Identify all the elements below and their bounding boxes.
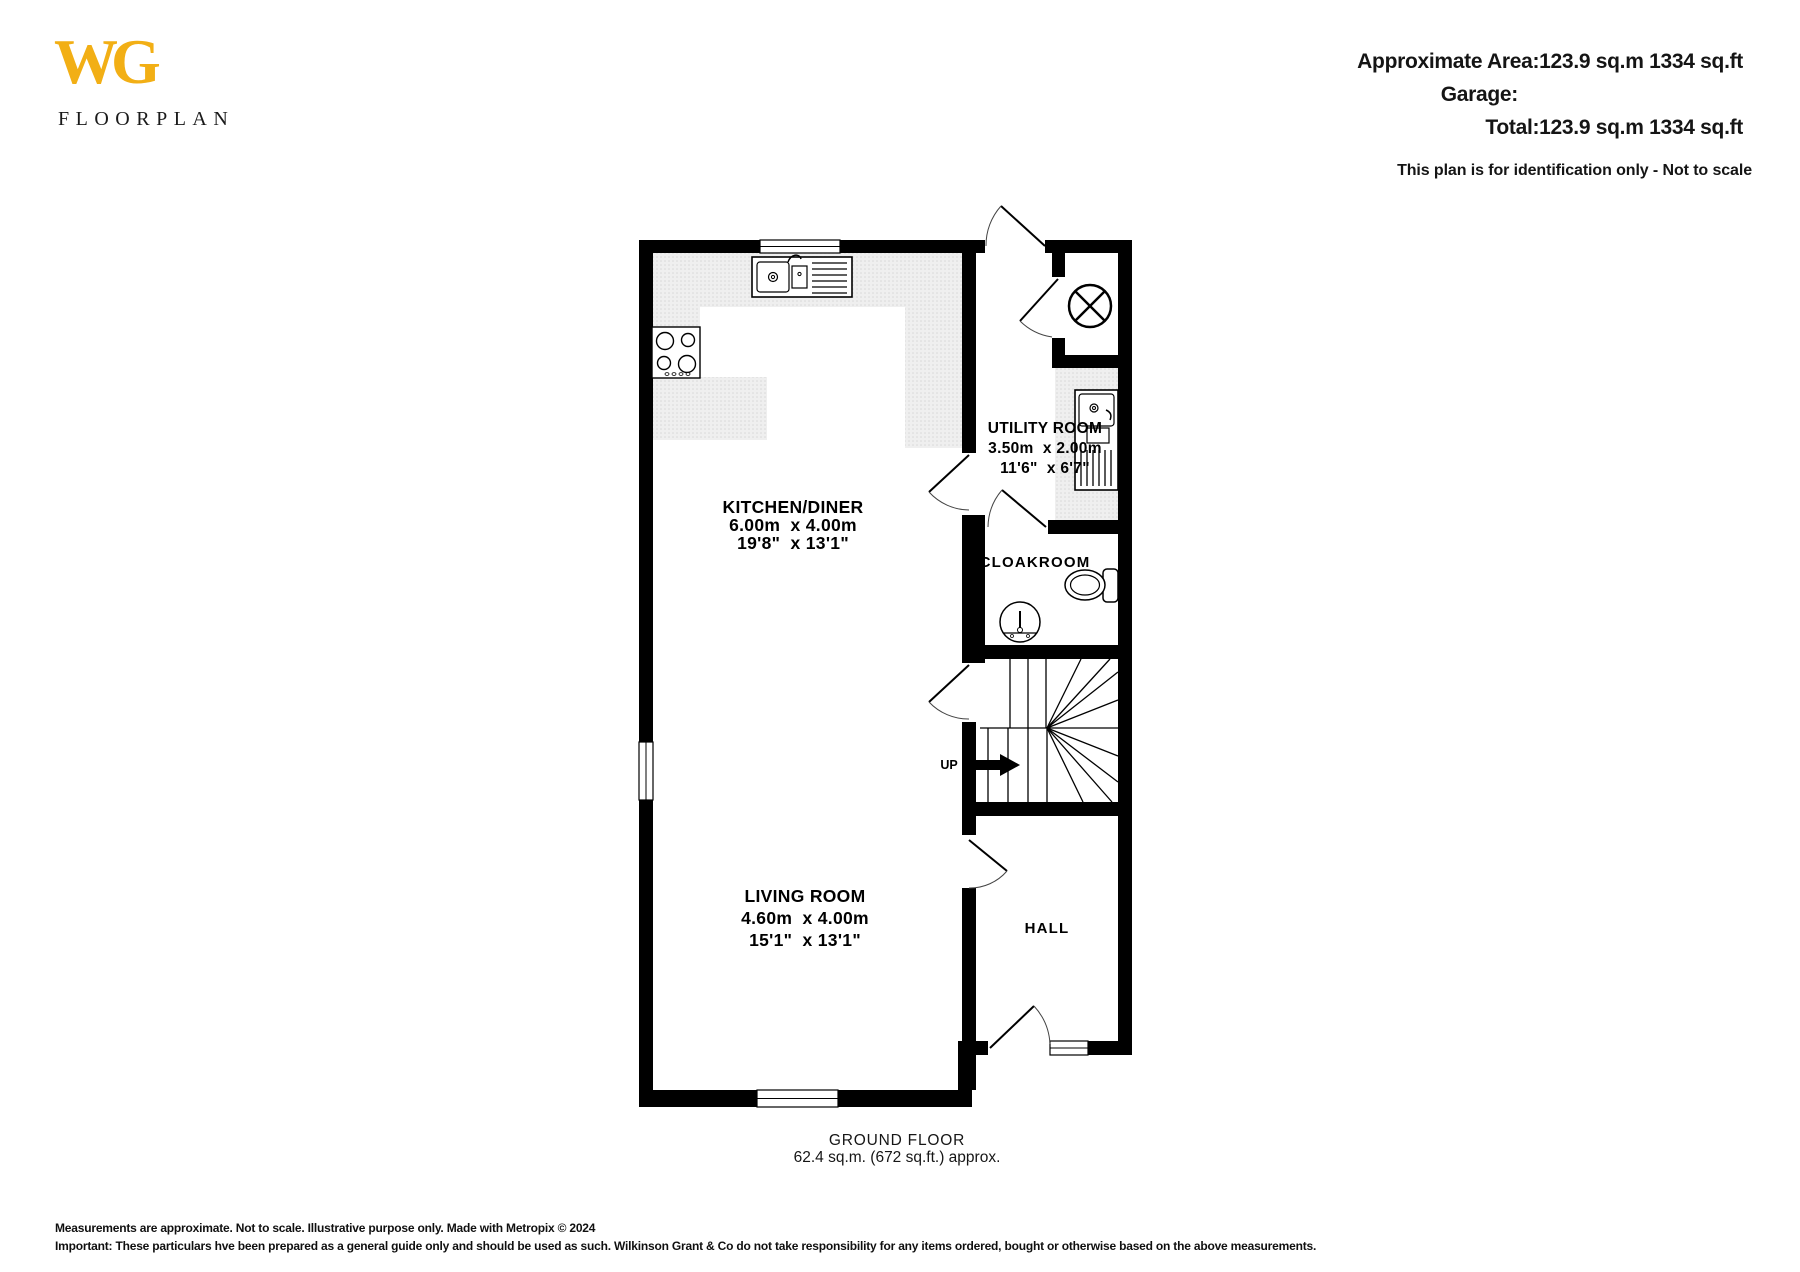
logo-floorplan-label: FLOORPLAN [58,108,235,130]
door-hall-living [969,840,1007,888]
kitchen-diner-imperial: 19'8" x 13'1" [737,533,849,553]
kitchen-diner-label: KITCHEN/DINER [722,497,864,517]
window-hall-bottom [1050,1041,1088,1055]
utility-room-metric: 3.50m x 2.00m [988,440,1102,457]
utility-room-imperial: 11'6" x 6'7" [1000,460,1090,477]
door-cloakroom [988,490,1046,527]
living-room-metric: 4.60m x 4.00m [741,908,869,928]
staircase [972,659,1118,802]
footer-measurements-note: Measurements are approximate. Not to scale. Illustrative purpose only. Made with Metropix © 2024 [55,1221,596,1235]
floor-area: 62.4 sq.m. (672 sq.ft.) approx. [793,1149,1001,1166]
door-hall-front [990,1006,1050,1048]
approximate-area-text: Approximate Area:123.9 sq.m 1334 sq.ft [1357,50,1743,73]
garage-label: Garage: [1440,83,1518,106]
kitchen-diner-metric: 6.00m x 4.00m [729,515,857,535]
up-arrow-icon [972,754,1020,776]
kitchen-sink-icon [752,255,852,297]
door-stairs [929,665,969,719]
window-living-left [639,742,653,800]
utility-room-label: UTILITY ROOM [987,420,1103,437]
cloakroom-label: CLOAKROOM [979,554,1091,571]
toilet-icon [1065,569,1118,602]
hob-icon [652,327,700,378]
floor-title: GROUND FLOOR [828,1132,966,1149]
windows [639,240,1088,1107]
window-living-bottom [757,1090,838,1107]
footer-important-note: Important: These particulars hve been prepared as a general guide only and should be used as such. Wilkinson Grant & Co do not take responsibility for any items ordered, bought or otherwise based on the above measurements. [55,1239,1317,1253]
identification-disclaimer: This plan is for identification only - Not to scale [1397,162,1752,179]
window-kitchen-top [760,240,840,253]
wash-basin-icon [1000,602,1040,642]
door-porch-room [1020,279,1058,337]
living-room-label: LIVING ROOM [744,886,866,906]
stairs-up-label: UP [940,758,958,772]
door-front-entrance [986,206,1045,246]
floor-caption [697,1132,1097,1166]
agency-logo: WG [54,26,154,97]
circle-x-symbol [1069,285,1111,327]
hall-label: HALL [1024,920,1070,937]
total-area-text: Total:123.9 sq.m 1334 sq.ft [1485,116,1743,139]
living-room-imperial: 15'1" x 13'1" [749,930,861,950]
door-kitchen [929,455,969,510]
